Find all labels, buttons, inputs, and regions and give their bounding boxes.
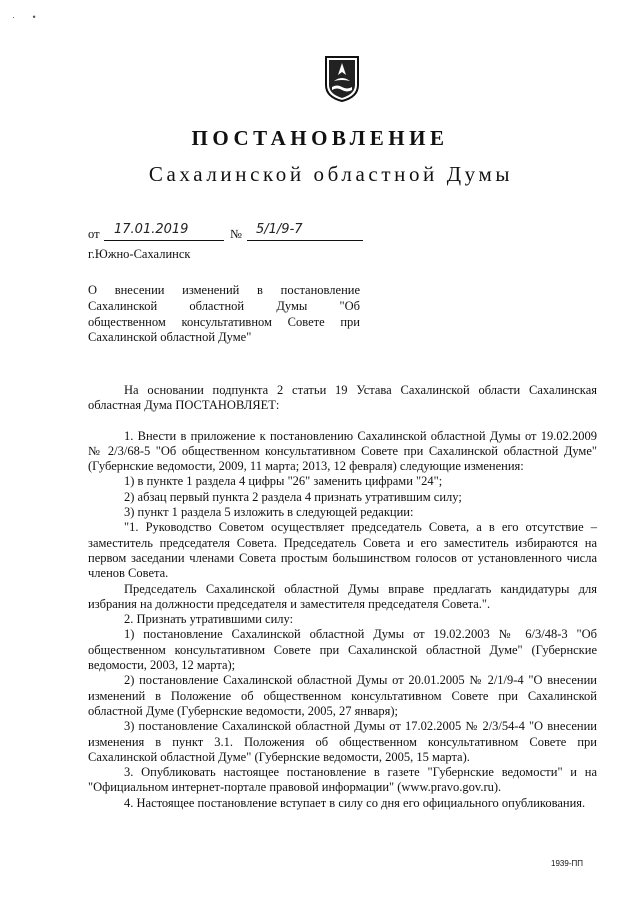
document-subject	[88, 283, 360, 346]
document-title: ПОСТАНОВЛЕНИЕ	[191, 126, 449, 150]
subject-line: общественном консультативном Совете при	[88, 314, 360, 329]
city: г.Южно-Сахалинск	[88, 247, 191, 261]
document-code: 1939-ПП	[551, 859, 583, 868]
document-body	[88, 383, 597, 811]
item-1-2: 2) абзац первый пункта 2 раздела 4 признать утратившим силу;	[124, 489, 462, 504]
subject-line: Сахалинской областной Думе"	[88, 330, 252, 345]
subject-line: О внесении изменений в постановление	[88, 283, 360, 297]
item-2-3: 3) постановление Сахалинской областной Думы от 17.02.2005 № 2/3/54-4 "О внесении изменения в пункт 3.1. Положения об общественном консультативном Совете при Сахалинской областной Думе" (Губернские ведомости, 2005, 15 марта).	[88, 719, 597, 764]
document-subtitle: Сахалинской областной Думы	[148, 162, 514, 186]
item-3: 3. Опубликовать настоящее постановление в газете "Губернские ведомости" и на "Официальном интернет-портале правовой информации" (www.pravo.gov.ru).	[88, 765, 597, 795]
item-2-2: 2) постановление Сахалинской областной Думы от 20.01.2005 № 2/1/9-4 "О внесении изменений в Положение об общественном консультативном Совете при Сахалинской областной Думе (Губернские ведомости, 2005, 27 января);	[88, 673, 597, 718]
date-prefix: от	[88, 227, 100, 241]
item-2-1: 1) постановление Сахалинской областной Думы от 19.02.2003 № 6/3/48-3 "Об общественном консультативном Совете при Сахалинской областной Думе" (Губернские ведомости, 2003, 12 марта);	[88, 627, 597, 673]
date-value: 17.01.2019	[114, 222, 189, 237]
number-prefix: №	[230, 227, 242, 241]
item-1-3: 3) пункт 1 раздела 5 изложить в следующей редакции:	[124, 505, 414, 520]
item-1: 1. Внести в приложение к постановлению Сахалинской областной Думы от 19.02.2009 № 2/3/68-5 "Об общественном консультативном Совете при Сахалинской областной Думе" (Губернские ведомости, 2009, 11 марта; 2013, 12 февраля) следующие изменения:	[88, 428, 597, 474]
number-underline	[247, 240, 363, 241]
coat-of-arms-icon	[324, 55, 360, 103]
quote-paragraph-2: Председатель Сахалинской областной Думы вправе предлагать кандидатуры для избрания на должности председателя и заместителя председателя Совета.".	[88, 581, 597, 611]
scan-marks: · •	[12, 12, 36, 22]
item-2: 2. Признать утратившими силу:	[124, 612, 294, 627]
item-1-1: 1) в пункте 1 раздела 4 цифры "26" заменить цифрами "24";	[124, 474, 443, 489]
date-underline	[104, 240, 224, 241]
subject-line: Сахалинской областной Думы "Об	[88, 298, 360, 313]
quote-paragraph-1: "1. Руководство Советом осуществляет председатель Совета, а в его отсутствие – заместитель председателя Совета. Председатель Совета и его заместитель избираются на первом заседании членами Совета простым большинством голосов от установленного числа членов Совета.	[88, 520, 597, 581]
intro-paragraph: На основании подпункта 2 статьи 19 Устава Сахалинской области Сахалинская областная Дума ПОСТАНОВЛЯЕТ:	[88, 383, 597, 413]
number-value: 5/1/9-7	[256, 222, 303, 237]
item-4: 4. Настоящее постановление вступает в силу со дня его официального опубликования.	[124, 795, 586, 810]
